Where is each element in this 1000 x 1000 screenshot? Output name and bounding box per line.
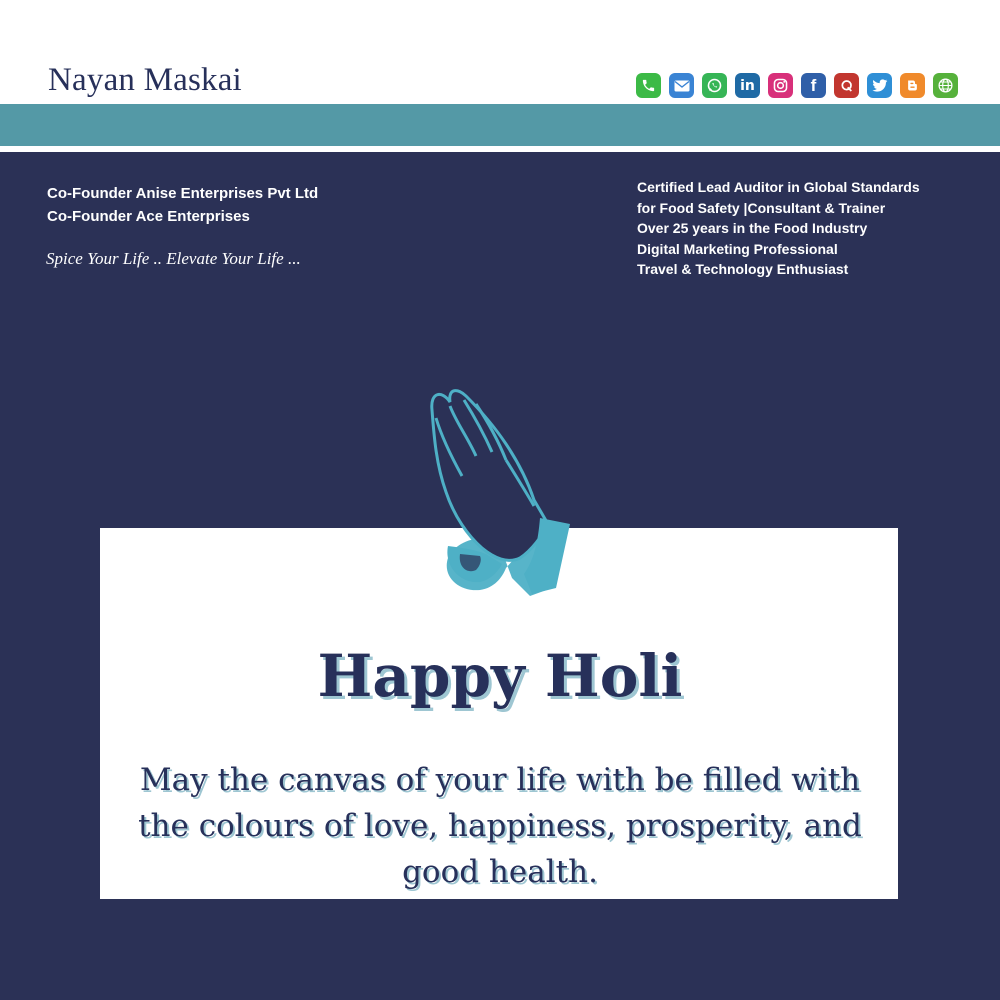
social-icons [636, 73, 958, 98]
credential-line: Digital Marketing Professional [637, 240, 838, 257]
white-divider-line [0, 146, 1000, 152]
phone-icon[interactable] [636, 73, 661, 98]
quora-icon[interactable] [834, 73, 859, 98]
twitter-icon[interactable] [867, 73, 892, 98]
credential-line: Over 25 years in the Food Industry [637, 220, 868, 236]
tagline: Spice Your Life .. Elevate Your Life ... [46, 249, 301, 268]
greeting-title: Happy Holi [317, 642, 683, 710]
credential-line: Certified Lead Auditor in Global Standards [637, 179, 920, 195]
company-roles [47, 182, 318, 228]
greeting-message: May the canvas of your life with be filled with the colours of love, happiness, prosperity, and good health. [138, 762, 862, 890]
email-icon[interactable] [669, 73, 694, 98]
teal-divider-band [0, 104, 1000, 146]
brand-name: Nayan Maskai [48, 62, 242, 98]
role-line-2: Co-Founder Ace Enterprises [47, 208, 250, 225]
credential-line: for Food Safety |Consultant & Trainer [637, 199, 886, 216]
credential-line: Travel & Technology Enthusiast [637, 261, 849, 277]
credentials-list [637, 177, 920, 280]
website-icon[interactable] [933, 73, 958, 98]
whatsapp-icon[interactable] [702, 73, 727, 98]
folded-hands-icon [420, 378, 580, 608]
instagram-icon[interactable] [768, 73, 793, 98]
blogger-icon[interactable] [900, 73, 925, 98]
header-bar [0, 0, 1000, 104]
role-line-1: Co-Founder Anise Enterprises Pvt Ltd [47, 185, 319, 202]
facebook-icon[interactable]: f [801, 73, 826, 98]
linkedin-icon[interactable]: in [735, 73, 760, 98]
